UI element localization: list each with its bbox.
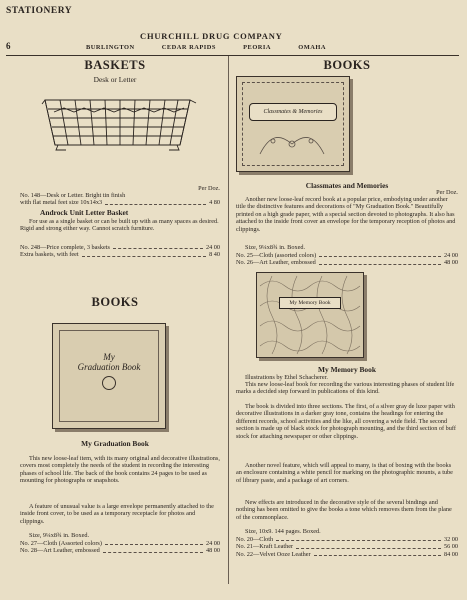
item-248-price: 24 00 bbox=[205, 244, 220, 251]
column-divider bbox=[228, 56, 229, 584]
classmates-prices bbox=[236, 252, 458, 267]
classmates-caption: Classmates and Memories bbox=[305, 181, 389, 190]
classmates-per-doz: Per Doz. bbox=[436, 189, 458, 196]
graduation-desc-1: This new loose-leaf item, with its many original and decorative illustrations, covers most completely the needs of the student in recording the interesting phases of school life. The back of the book contains 24 pages to be used as mounting for photographs or snapshots. bbox=[20, 455, 220, 485]
item-28-price: 48 00 bbox=[205, 547, 220, 555]
company-name: CHURCHILL DRUG COMPANY bbox=[140, 31, 283, 41]
memory-book-cover bbox=[256, 272, 364, 358]
section-heading: STATIONERY bbox=[6, 6, 73, 16]
graduation-book-cover bbox=[52, 323, 166, 429]
graduation-cover-title: Graduation Book bbox=[77, 362, 141, 372]
memory-size: Size, 10x9. 144 pages. Boxed. bbox=[245, 528, 321, 535]
item-21-price: 56 00 bbox=[443, 543, 458, 551]
item-20-row bbox=[236, 536, 458, 543]
item-148-text2: with flat metal feet size 10x14x3 bbox=[20, 199, 103, 207]
item-25-row bbox=[236, 252, 458, 259]
city-burlington: BURLINGTON bbox=[86, 44, 135, 51]
graduation-emblem-icon bbox=[102, 376, 116, 390]
item-28-text: No. 28—Art Leather, embossed bbox=[20, 547, 100, 555]
item-27-price: 24 00 bbox=[205, 540, 220, 547]
item-26-price: 48 00 bbox=[443, 259, 458, 267]
baskets-per-doz: Per Doz. bbox=[198, 185, 220, 192]
item-22-price: 84 00 bbox=[443, 550, 458, 558]
memory-desc-2: The book is divided into three sections. The first, of a silver gray de luxe paper with decorative illustrations in a darker gray tone, contains the headings for entering the different records, school activities and the like, all covering a wide field. The second section is made up of black stock for photograph mounting, and the third section of buff stock for attaching newspaper or other clippings. bbox=[236, 403, 456, 440]
androck-description: For use as a single basket or can be built up with as many spaces as desired. Rigid and strong either way. Cannot scratch furniture. bbox=[20, 218, 219, 233]
damask-pattern-icon bbox=[260, 276, 360, 354]
item-27-row bbox=[20, 540, 220, 547]
item-25-text: No. 25—Cloth (assorted colors) bbox=[236, 252, 317, 259]
baskets-subtitle: Desk or Letter bbox=[93, 75, 137, 84]
graduation-book-caption: My Graduation Book bbox=[81, 439, 149, 448]
classmates-book-cover bbox=[236, 76, 350, 172]
page-number: 6 bbox=[6, 41, 11, 51]
extra-baskets-row bbox=[20, 251, 220, 258]
item-25-price: 24 00 bbox=[443, 252, 458, 259]
extra-baskets-price: 8 40 bbox=[209, 251, 220, 259]
memory-cover-label: My Memory Book bbox=[279, 297, 341, 309]
item-22-row bbox=[236, 551, 458, 558]
item-21-row bbox=[236, 543, 458, 550]
extra-baskets-text: Extra baskets, with feet bbox=[20, 251, 79, 259]
city-omaha: OMAHA bbox=[298, 44, 326, 51]
classmates-desc: Another new loose-leaf record book at a popular price, embodying under another title the distinctive features and decorations of "My Graduation Book." Beautifully printed on a high grade paper, with a special section devoted to photographs. It also has attached to the inside front cover an envelope for the temporary reception of photos and clippings. bbox=[236, 196, 456, 233]
item-21-text: No. 21—Kraft Leather bbox=[236, 543, 294, 551]
floral-ornament-icon bbox=[255, 129, 329, 159]
graduation-prices bbox=[20, 540, 220, 555]
memory-desc-4: New effects are introduced in the decorative style of the several bindings and nothing has been omitted to give the books a tone which removes them from the plane of the commonplace. bbox=[236, 499, 452, 521]
item-22-text: No. 22—Velvet Ooze Leather bbox=[236, 550, 311, 558]
item-20-text: No. 20—Cloth bbox=[236, 536, 274, 543]
item-148-price: 4 80 bbox=[209, 199, 220, 207]
header-rule bbox=[6, 55, 459, 56]
memory-book-caption: My Memory Book bbox=[318, 365, 376, 374]
graduation-cover-my: My bbox=[103, 352, 115, 362]
city-peoria: PEORIA bbox=[243, 44, 272, 51]
wire-basket-illustration bbox=[40, 95, 200, 155]
item-148-text: No. 148—Desk or Letter. Bright tin finish bbox=[20, 192, 126, 199]
item-20-price: 32 00 bbox=[443, 536, 458, 543]
books-right-title: BOOKS bbox=[323, 58, 371, 72]
city-list bbox=[86, 44, 326, 51]
item-248-row bbox=[20, 244, 220, 251]
memory-illustrator: Illustrations by Ethel Schacherer. bbox=[245, 374, 328, 381]
books-left-title: BOOKS bbox=[91, 295, 139, 309]
graduation-desc-2: A feature of unusual value is a large envelope permanently attached to the inside front cover, to be used as a temporary receptacle for photos and clippings. bbox=[20, 503, 214, 525]
item-27-text: No. 27—Cloth (Assorted colors) bbox=[20, 540, 102, 547]
classmates-size: Size, 9¼x8¾ in. Boxed. bbox=[245, 244, 306, 251]
androck-prices bbox=[20, 244, 220, 259]
androck-title: Androck Unit Letter Basket bbox=[40, 208, 129, 217]
memory-desc-3: Another novel feature, which will appeal to many, is that of boxing with the books an enclosure containing a white pencil for marking on the photographic mounts, a tube of library paste, and a package of art corners. bbox=[236, 462, 453, 484]
item-148-row bbox=[20, 199, 220, 206]
graduation-size: Size, 9¼x8¾ in. Boxed. bbox=[29, 532, 90, 539]
baskets-title: BASKETS bbox=[84, 58, 146, 72]
item-26-text: No. 26—Art Leather, embossed bbox=[236, 259, 316, 267]
item-248-text: No. 248—Price complete, 3 baskets bbox=[20, 244, 110, 251]
city-cedar-rapids: CEDAR RAPIDS bbox=[161, 44, 216, 51]
memory-prices bbox=[236, 536, 458, 558]
classmates-cover-label: Classmates & Memories bbox=[249, 103, 337, 121]
item-28-row bbox=[20, 547, 220, 554]
memory-desc-1: This new loose-leaf book for recording the various interesting phases of student life marks a decided step forward in publications of this kind. bbox=[236, 381, 455, 396]
item-148 bbox=[20, 192, 220, 207]
item-26-row bbox=[236, 259, 458, 266]
